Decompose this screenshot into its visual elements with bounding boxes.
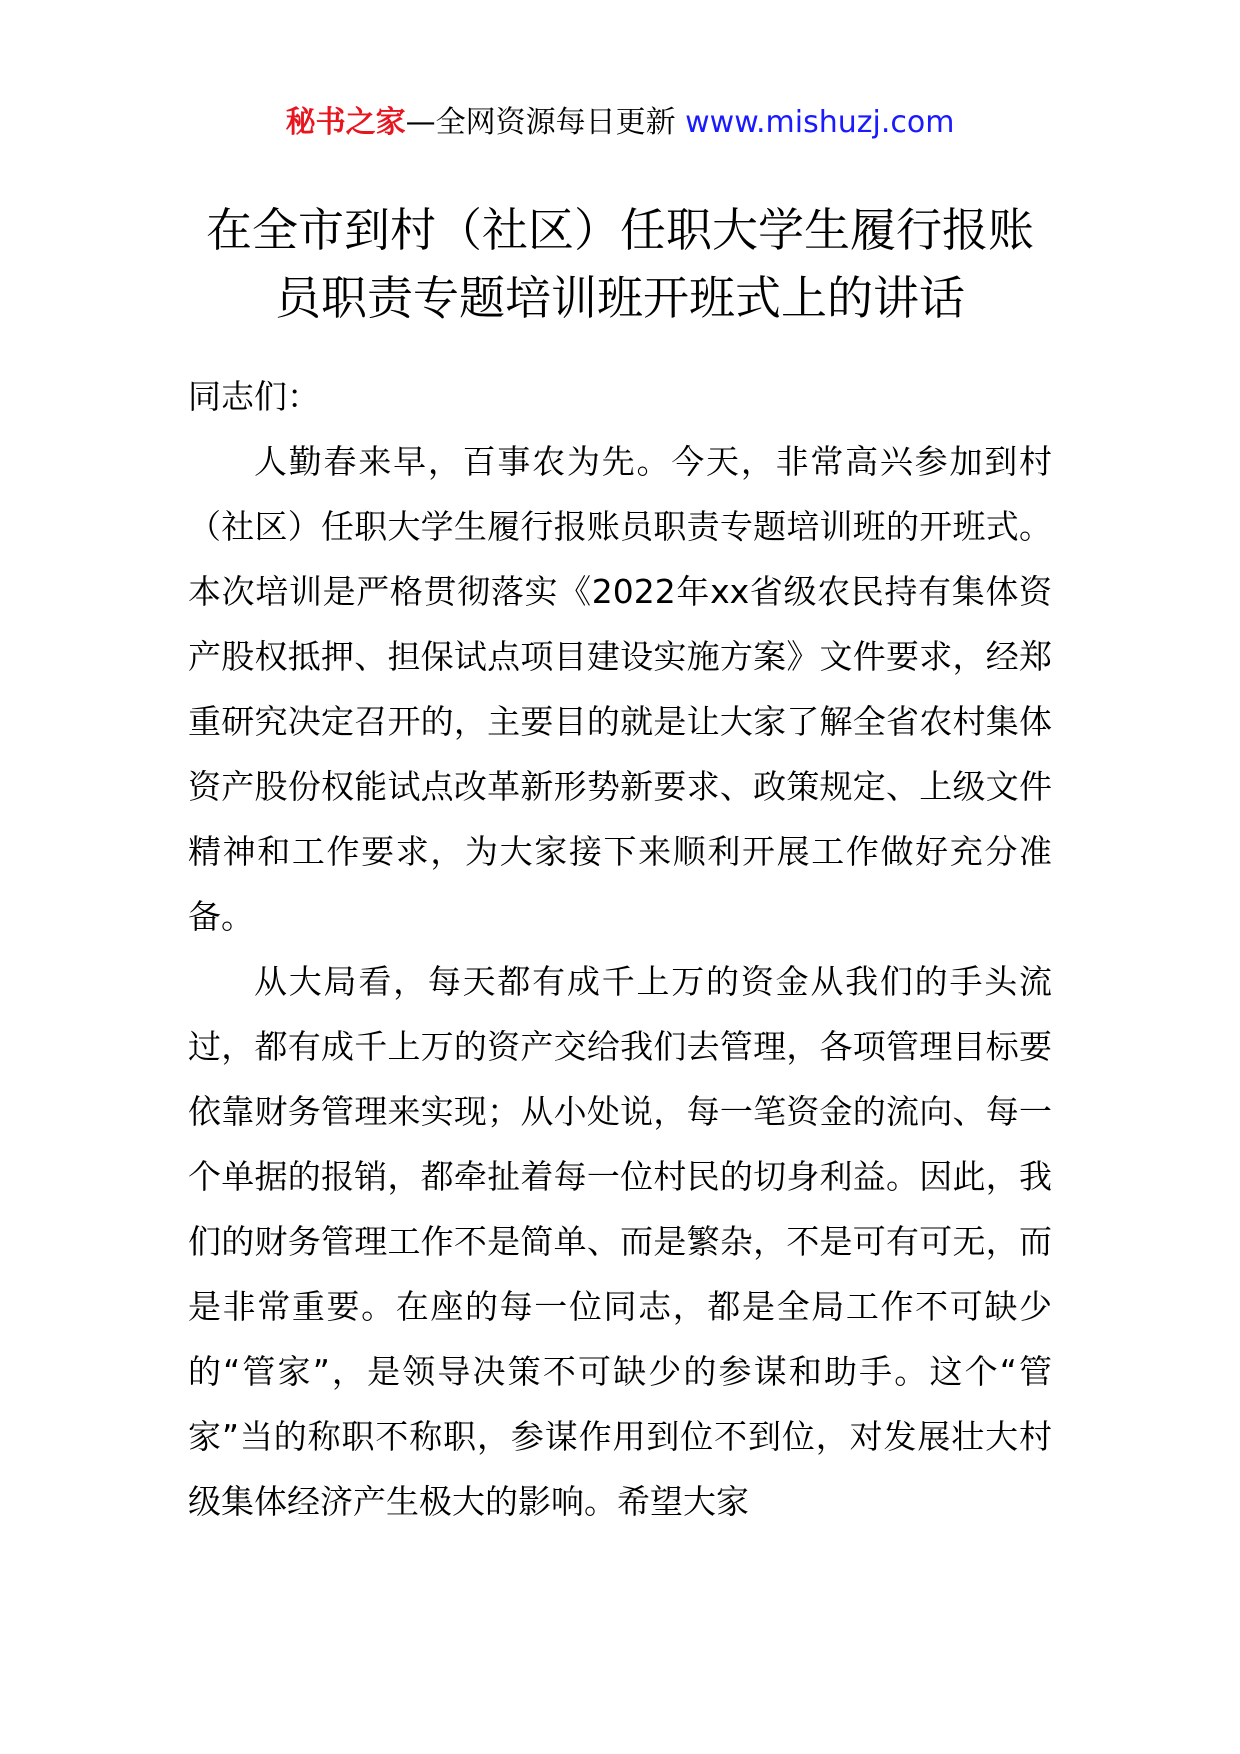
title-line-2: 员职责专题培训班开班式上的讲话	[275, 271, 965, 325]
site-brand: 秘书之家	[285, 105, 406, 140]
document-body	[188, 364, 1052, 1534]
site-url-link[interactable]: www.mishuzj.com	[685, 105, 955, 140]
title-line-1: 在全市到村（社区）任职大学生履行报账	[206, 203, 1034, 257]
site-header	[0, 100, 1240, 146]
paragraph-1: 人勤春来早，百事农为先。今天，非常高兴参加到村（社区）任职大学生履行报账员职责专题培训班的开班式。本次培训是严格贯彻落实《2022年xx省级农民持有集体资产股权抵押、担保试点项目建设实施方案》文件要求，经郑重研究决定召开的，主要目的就是让大家了解全省农村集体资产股份权能试点改革新形势新要求、政策规定、上级文件精神和工作要求，为大家接下来顺利开展工作做好充分准备。	[188, 442, 1052, 936]
paragraph-2: 从大局看，每天都有成千上万的资金从我们的手头流过，都有成千上万的资产交给我们去管理，各项管理目标要依靠财务管理来实现；从小处说，每一笔资金的流向、每一个单据的报销，都牵扯着每一位村民的切身利益。因此，我们的财务管理工作不是简单、而是繁杂，不是可有可无，而是非常重要。在座的每一位同志，都是全局工作不可缺少的“管家”，是领导决策不可缺少的参谋和助手。这个“管家”当的称职不称职，参谋作用到位不到位，对发展壮大村级集体经济产生极大的影响。希望大家	[188, 962, 1052, 1521]
salutation: 同志们：	[188, 377, 320, 416]
site-slogan: —全网资源每日更新	[405, 105, 676, 140]
document-title	[150, 196, 1090, 332]
